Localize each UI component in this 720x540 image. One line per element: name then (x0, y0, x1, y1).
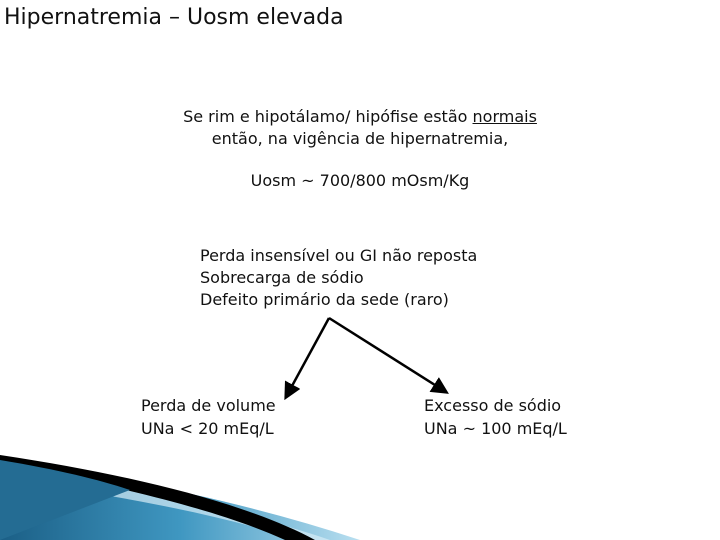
branch-left-line-1: Perda de volume (141, 396, 276, 415)
branch-right (424, 394, 567, 440)
corner-swoosh (0, 455, 360, 540)
branch-left (141, 394, 276, 440)
cause-item: Defeito primário da sede (raro) (200, 290, 449, 309)
slide-title: Hipernatremia – Uosm elevada (4, 5, 344, 30)
branch-right-line-2: UNa ~ 100 mEq/L (424, 419, 567, 438)
intro-line-1-text: Se rim e hipotálamo/ hipófise estão (183, 107, 473, 126)
uosm-value: Uosm ~ 700/800 mOsm/Kg (250, 171, 470, 190)
arrow-left (286, 318, 329, 397)
cause-item: Perda insensível ou GI não reposta (200, 246, 478, 265)
arrow-right (329, 318, 446, 392)
intro-line-2: então, na vigência de hipernatremia, (211, 129, 509, 148)
cause-item: Sobrecarga de sódio (200, 268, 364, 287)
causes-list (200, 245, 477, 311)
branch-left-line-2: UNa < 20 mEq/L (141, 419, 274, 438)
intro-underlined-word: normais (472, 107, 537, 126)
intro-line-1 (160, 106, 560, 127)
branch-right-line-1: Excesso de sódio (424, 396, 562, 415)
